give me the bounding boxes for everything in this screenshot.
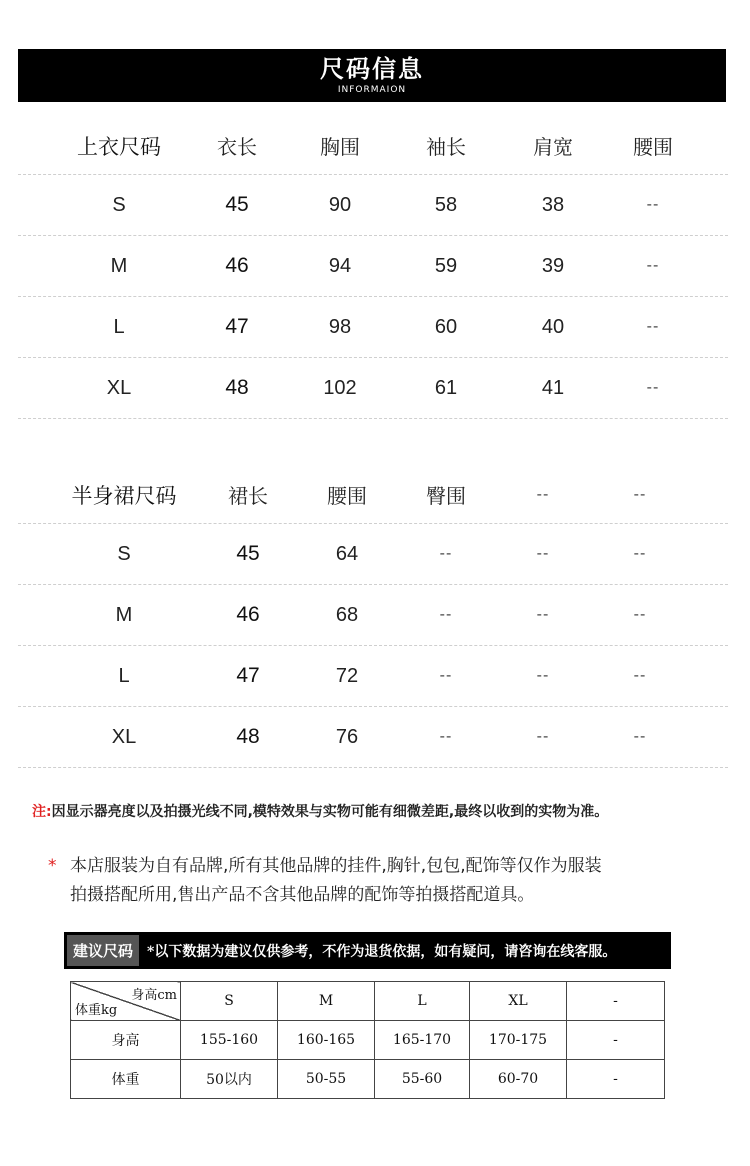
col-size: L [375, 982, 470, 1021]
column-header: 上衣尺码 [77, 135, 161, 159]
suggestion-cell: - [567, 1060, 665, 1099]
measurement-cell: -- [633, 606, 647, 623]
column-header: 肩宽 [533, 137, 573, 159]
suggestion-row-weight [71, 1060, 665, 1099]
measurement-cell: 47 [236, 664, 260, 687]
disclaimer-note [32, 801, 608, 821]
measurement-cell: 90 [328, 193, 352, 216]
size-label: L [113, 315, 125, 338]
measurement-cell: -- [439, 728, 453, 745]
measurement-cell: 68 [335, 603, 359, 626]
measurement-cell: -- [439, 545, 453, 562]
measurement-cell: 41 [541, 376, 565, 399]
column-header: 臀围 [426, 486, 466, 508]
measurement-cell: -- [536, 606, 550, 623]
column-header: -- [536, 485, 550, 503]
measurement-cell: -- [646, 196, 660, 213]
suggestion-cell: 155-160 [181, 1021, 278, 1060]
banner-title: 尺码信息 [320, 55, 424, 83]
size-row [18, 236, 728, 297]
suggestion-title: 建议尺码 [67, 935, 139, 966]
measurement-cell: 48 [236, 725, 260, 748]
column-header: 腰围 [633, 137, 673, 159]
col-size: - [567, 982, 665, 1021]
size-label: XL [111, 725, 137, 748]
column-header: 腰围 [327, 486, 367, 508]
column-header: -- [633, 485, 647, 503]
measurement-cell: 40 [541, 315, 565, 338]
measurement-cell: -- [633, 728, 647, 745]
suggestion-cell: 170-175 [470, 1021, 567, 1060]
accessory-note [48, 852, 728, 910]
measurement-cell: -- [536, 728, 550, 745]
suggestion-cell: 55-60 [375, 1060, 470, 1099]
size-header-row [18, 466, 728, 524]
size-label: L [118, 664, 130, 687]
note-text: 因显示器亮度以及拍摄光线不同,模特效果与实物可能有细微差距,最终以收到的实物为准。 [51, 804, 609, 820]
suggestion-cell: 50以内 [181, 1060, 278, 1099]
measurement-cell: -- [646, 318, 660, 335]
size-label: XL [106, 376, 132, 399]
note-label: 注: [32, 804, 52, 820]
col-size: XL [470, 982, 567, 1021]
measurement-cell: 45 [236, 542, 260, 565]
measurement-cell: -- [439, 606, 453, 623]
suggestion-cell: 50-55 [278, 1060, 375, 1099]
top-size-table [18, 117, 728, 419]
measurement-cell: 47 [225, 315, 249, 338]
size-label: S [112, 193, 126, 216]
size-label: M [115, 603, 133, 626]
measurement-cell: 39 [541, 254, 565, 277]
column-header: 裙长 [228, 486, 268, 508]
weight-unit-label: 体重kg [75, 1003, 118, 1018]
size-row [18, 585, 728, 646]
row-label: 体重 [71, 1060, 181, 1099]
suggestion-cell: 60-70 [470, 1060, 567, 1099]
measurement-cell: 98 [328, 315, 352, 338]
column-header: 胸围 [320, 137, 360, 159]
measurement-cell: -- [633, 667, 647, 684]
measurement-cell: 94 [328, 254, 352, 277]
measurement-cell: -- [646, 257, 660, 274]
skirt-size-table [18, 466, 728, 768]
measurement-cell: 48 [225, 376, 249, 399]
suggestion-header-row [71, 982, 665, 1021]
measurement-cell: 58 [434, 193, 458, 216]
measurement-cell: 59 [434, 254, 458, 277]
measurement-cell: -- [633, 545, 647, 562]
accessory-note-line2: 拍摄搭配所用,售出产品不含其他品牌的配饰等拍摄搭配道具。 [70, 885, 535, 905]
measurement-cell: 72 [335, 664, 359, 687]
measurement-cell: 61 [434, 376, 458, 399]
col-size: M [278, 982, 375, 1021]
row-label: 身高 [71, 1021, 181, 1060]
size-row [18, 707, 728, 768]
col-size: S [181, 982, 278, 1021]
size-row [18, 175, 728, 236]
suggestion-cell: - [567, 1021, 665, 1060]
measurement-cell: -- [536, 545, 550, 562]
size-label: S [117, 542, 131, 565]
suggestion-table [70, 981, 665, 1099]
size-info-banner [18, 49, 726, 102]
size-label: M [110, 254, 128, 277]
accessory-note-line1: 本店服装为自有品牌,所有其他品牌的挂件,胸针,包包,配饰等仅作为服装 [70, 856, 602, 876]
measurement-cell: -- [439, 667, 453, 684]
measurement-cell: 64 [335, 542, 359, 565]
suggestion-cell: 165-170 [375, 1021, 470, 1060]
measurement-cell: 46 [225, 254, 249, 277]
height-unit-label: 身高cm [131, 988, 177, 1003]
suggestion-cell: 160-165 [278, 1021, 375, 1060]
corner-cell [71, 982, 181, 1021]
measurement-cell: -- [646, 379, 660, 396]
suggestion-row-height [71, 1021, 665, 1060]
measurement-cell: 60 [434, 315, 458, 338]
measurement-cell: 102 [323, 376, 357, 399]
measurement-cell: 46 [236, 603, 260, 626]
suggestion-header [64, 932, 671, 969]
size-row [18, 358, 728, 419]
size-row [18, 297, 728, 358]
asterisk-icon: * [48, 856, 57, 876]
size-header-row [18, 117, 728, 175]
column-header: 袖长 [426, 137, 466, 159]
size-row [18, 524, 728, 585]
measurement-cell: -- [536, 667, 550, 684]
suggestion-description: *以下数据为建议仅供参考，不作为退货依据，如有疑问，请咨询在线客服。 [147, 943, 617, 960]
measurement-cell: 76 [335, 725, 359, 748]
measurement-cell: 38 [541, 193, 565, 216]
measurement-cell: 45 [225, 193, 249, 216]
banner-subtitle: INFORMAION [337, 85, 407, 95]
column-header: 衣长 [217, 137, 257, 159]
size-row [18, 646, 728, 707]
column-header: 半身裙尺码 [71, 484, 177, 508]
